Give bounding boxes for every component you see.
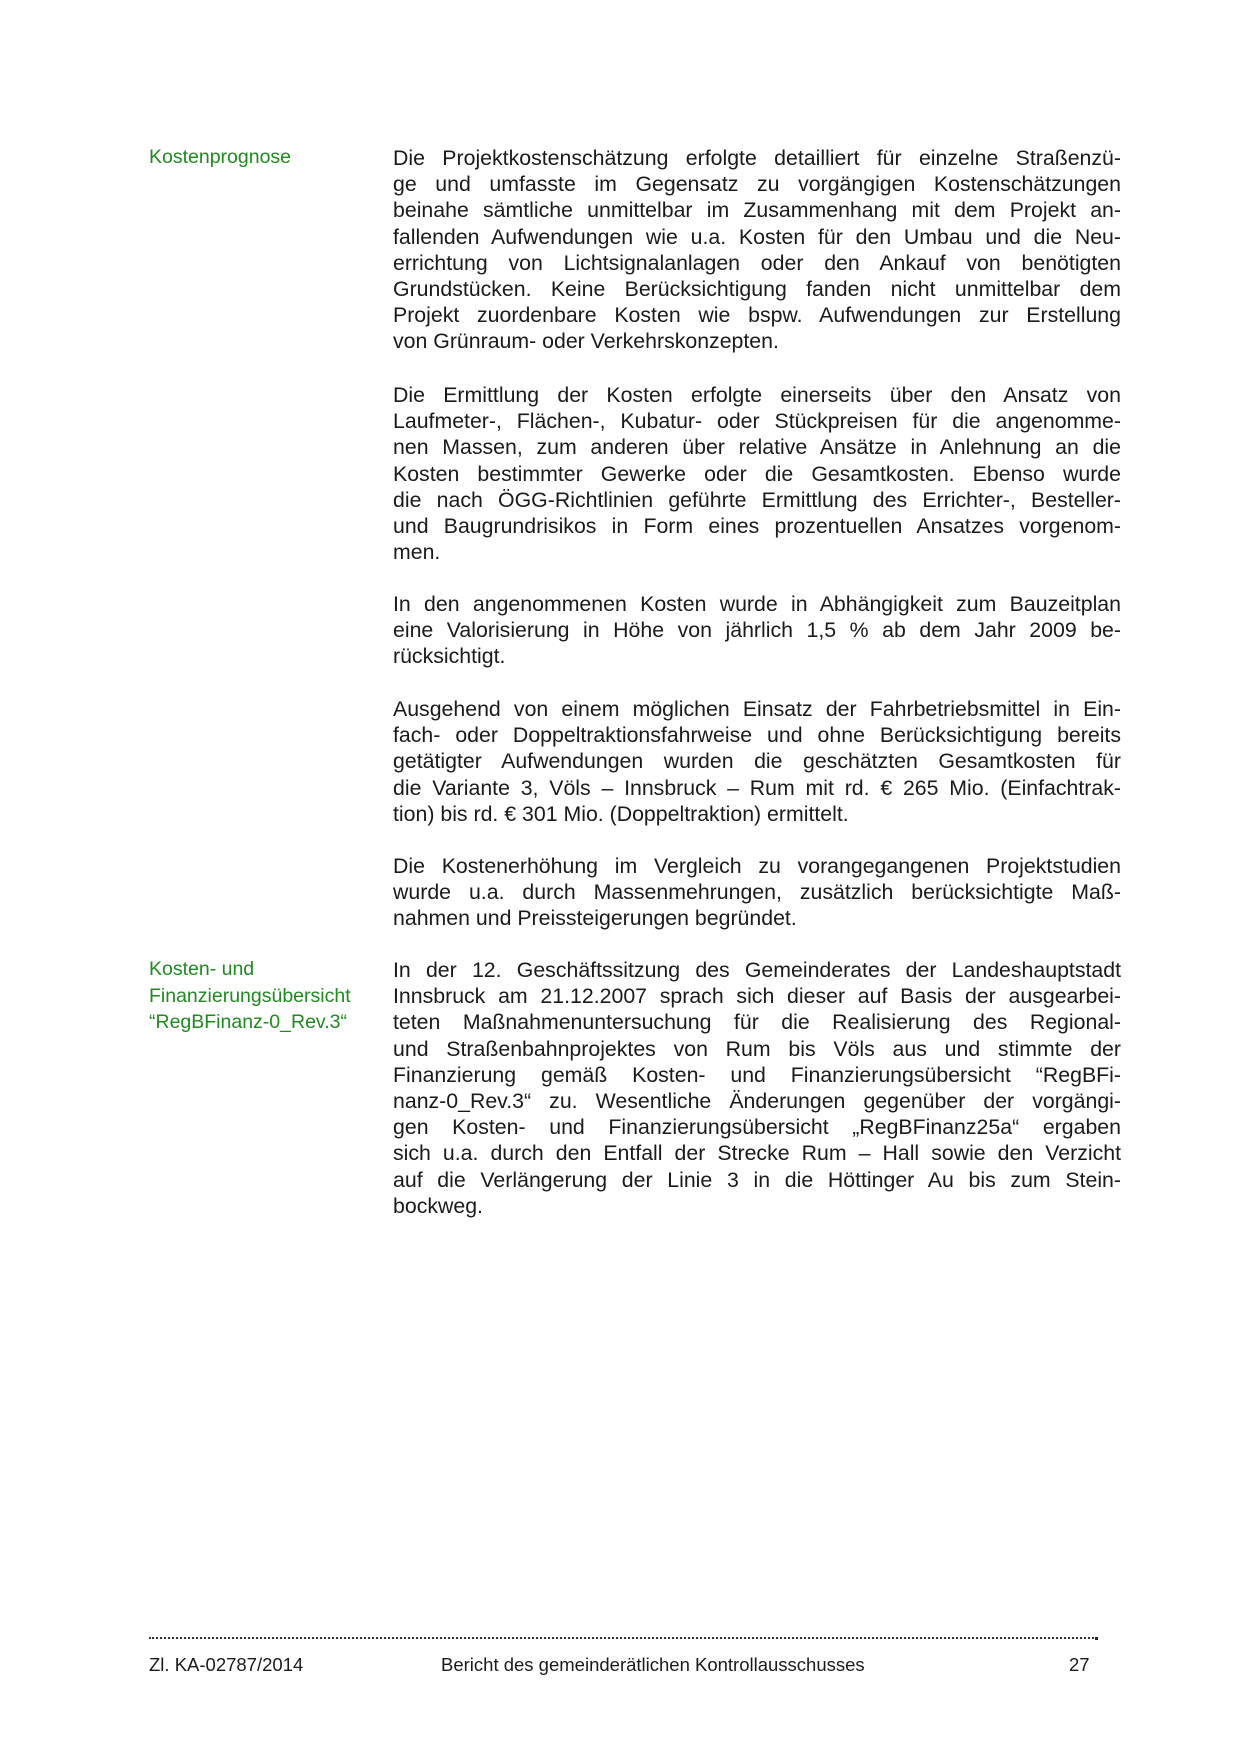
paragraph-2 [393, 382, 1121, 565]
paragraph-line: fach- oder Doppeltraktionsfahrweise und ohne Berücksichtigung bereits [393, 723, 1121, 748]
paragraph-line: und Baugrundrisikos in Form eines prozentuellen Ansatzes vorgenom- [393, 514, 1121, 539]
paragraph-line: Die Projektkostenschätzung erfolgte detailliert für einzelne Straßenzü- [393, 146, 1121, 170]
paragraph-line: beinahe sämtliche unmittelbar im Zusammenhang mit dem Projekt an- [393, 198, 1121, 223]
paragraph-line: von Grünraum- oder Verkehrskonzepten. [393, 329, 779, 354]
sidenote-kosten-finanzierung: Kosten- und Finanzierungsübersicht “RegBFinanz-0_Rev.3“ [149, 958, 351, 1033]
sidenote-kostenprognose: Kostenprognose [149, 146, 292, 168]
paragraph-6 [393, 957, 1121, 1219]
paragraph-line: fallenden Aufwendungen wie u.a. Kosten für den Umbau und die Neu- [393, 224, 1121, 249]
paragraph-line: eine Valorisierung in Höhe von jährlich 1,5 % ab dem Jahr 2009 be- [393, 618, 1121, 643]
paragraph-line: Projekt zuordenbare Kosten wie bspw. Aufwendungen zur Erstellung [393, 303, 1121, 328]
paragraph-line: Laufmeter-, Flächen-, Kubatur- oder Stückpreisen für die angenomme- [393, 409, 1121, 434]
paragraph-line: die nach ÖGG-Richtlinien geführte Ermittlung des Errichter-, Besteller- [393, 487, 1121, 512]
paragraph-line: getätigter Aufwendungen wurden die geschätzten Gesamtkosten für [393, 749, 1121, 774]
paragraph-line: Die Kostenerhöhung im Vergleich zu vorangegangenen Projektstudien [393, 854, 1121, 878]
paragraph-line: errichtung von Lichtsignalanlagen oder den Ankauf von benötigten [393, 250, 1121, 275]
paragraph-line: Ausgehend von einem möglichen Einsatz der Fahrbetriebsmittel in Ein- [393, 697, 1121, 721]
paragraph-line: Innsbruck am 21.12.2007 sprach sich dieser auf Basis der ausgearbei- [393, 984, 1121, 1009]
paragraph-1 [393, 145, 1121, 355]
paragraph-4 [393, 696, 1121, 827]
paragraph-line: Finanzierung gemäß Kosten- und Finanzierungsübersicht “RegBFi- [393, 1062, 1121, 1087]
paragraph-line: wurde u.a. durch Massenmehrungen, zusätzlich berücksichtigte Maß- [393, 880, 1121, 905]
paragraph-line: Die Ermittlung der Kosten erfolgte einerseits über den Ansatz von [393, 383, 1121, 407]
paragraph-line: Kosten bestimmter Gewerke oder die Gesamtkosten. Ebenso wurde [393, 461, 1121, 486]
footer-divider [149, 1637, 1094, 1639]
paragraph-line: nen Massen, zum anderen über relative Ansätze in Anlehnung an die [393, 435, 1121, 460]
paragraph-line: men. [393, 540, 441, 565]
paragraph-line: Grundstücken. Keine Berücksichtigung fanden nicht unmittelbar dem [393, 277, 1121, 302]
paragraph-line: und Straßenbahnprojektes von Rum bis Völs aus und stimmte der [393, 1036, 1121, 1061]
paragraph-5 [393, 853, 1121, 932]
paragraph-line: In der 12. Geschäftssitzung des Gemeinderates der Landeshauptstadt [393, 958, 1121, 982]
paragraph-line: ge und umfasste im Gegensatz zu vorgängigen Kostenschätzungen [393, 172, 1121, 197]
paragraph-line: auf die Verlängerung der Linie 3 in die Höttinger Au bis zum Stein- [393, 1167, 1121, 1192]
paragraph-line: nahmen und Preissteigerungen begründet. [393, 906, 797, 931]
paragraph-line: tion) bis rd. € 301 Mio. (Doppeltraktion) ermittelt. [393, 801, 849, 826]
paragraph-line: sich u.a. durch den Entfall der Strecke Rum – Hall sowie den Verzicht [393, 1141, 1121, 1166]
footer-doc-number: Zl. KA-02787/2014 [149, 1654, 304, 1675]
footer-report-title: Bericht des gemeinderätlichen Kontrollausschusses [441, 1654, 865, 1675]
paragraph-line: gen Kosten- und Finanzierungsübersicht „RegBFinanz25a“ ergaben [393, 1115, 1121, 1140]
paragraph-line: nanz-0_Rev.3“ zu. Wesentliche Änderungen gegenüber der vorgängi- [393, 1089, 1121, 1114]
paragraph-line: bockweg. [393, 1193, 483, 1218]
paragraph-line: In den angenommenen Kosten wurde in Abhängigkeit zum Bauzeitplan [393, 592, 1121, 616]
paragraph-line: die Variante 3, Völs – Innsbruck – Rum mit rd. € 265 Mio. (Einfachtrak- [393, 775, 1121, 800]
paragraph-3 [393, 591, 1121, 670]
footer-page-number: 27 [1069, 1654, 1090, 1675]
paragraph-line: rücksichtigt. [393, 644, 506, 669]
paragraph-line: teten Maßnahmenuntersuchung für die Realisierung des Regional- [393, 1010, 1121, 1035]
